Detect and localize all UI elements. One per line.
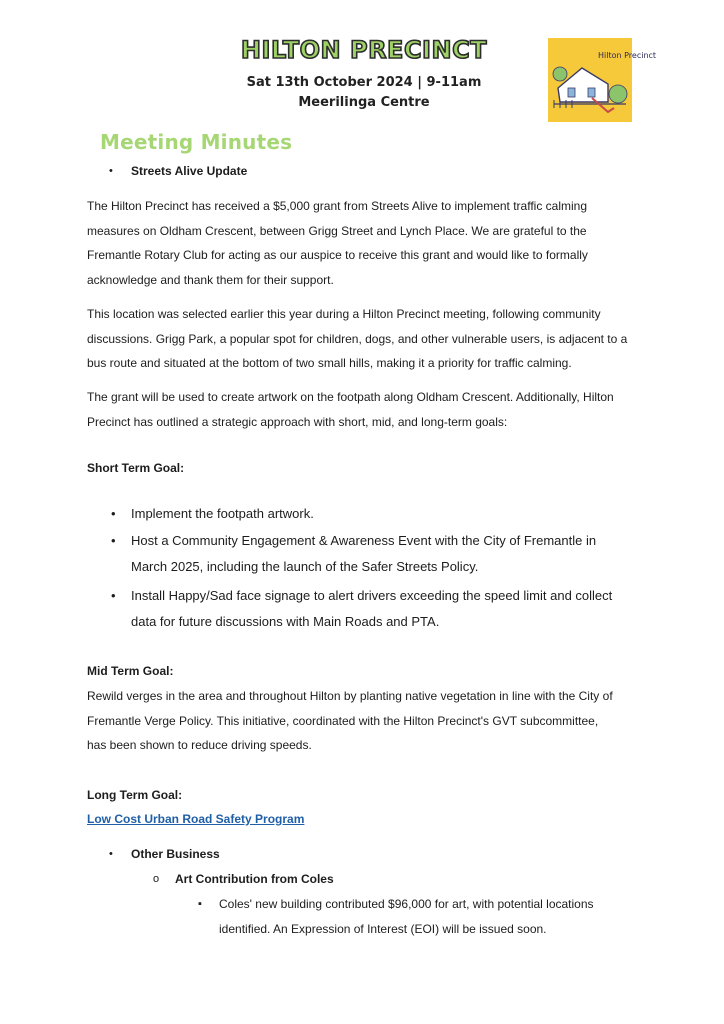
streets-alive-paragraph-1: The Hilton Precinct has received a $5,000 grant from Streets Alive to implement traffic calming measures on Oldham Crescent, between Grigg Street and Lynch Place. We are grateful to the Fremantle Rotary Club for acting as our auspice to receive this grant and would like to formally acknowledge and thank them for their support. — [87, 199, 588, 287]
meeting-venue: Meerilinga Centre — [298, 95, 430, 110]
bullet-square: ▪ — [198, 898, 202, 910]
bullet-disc: • — [109, 165, 113, 177]
logo-text: Hilton Precinct — [598, 51, 657, 60]
streets-alive-paragraph-3: The grant will be used to create artwork on the footpath along Oldham Crescent. Additionally, Hilton Precinct has outlined a strategic approach with short, mid, and long-term goals: — [87, 390, 614, 429]
page-title: HILTON PRECINCT — [240, 36, 488, 64]
bullet-circle: o — [153, 873, 160, 885]
section-heading-minutes: Meeting Minutes — [100, 130, 293, 154]
coles-contribution-item: Coles' new building contributed $96,000 for art, with potential locations identified. An Expression of Interest (EOI) will be issued soon. — [219, 897, 594, 936]
art-contribution-heading: Art Contribution from Coles — [175, 872, 334, 886]
bullet-disc: • — [109, 848, 113, 860]
other-business-heading: Other Business — [131, 847, 220, 861]
mid-term-heading: Mid Term Goal: — [87, 664, 174, 678]
bullet-disc: • — [111, 588, 116, 603]
mid-term-paragraph: Rewild verges in the area and throughout Hilton by planting native vegetation in line with the City of Fremantle Verge Policy. This initiative, coordinated with the Hilton Precinct's GVT subcommittee, has been shown to reduce driving speeds. — [87, 689, 613, 752]
meeting-date: Sat 13th October 2024 | 9-11am — [246, 75, 482, 90]
bullet-disc: • — [111, 506, 116, 521]
short-term-item-2: Host a Community Engagement & Awareness Event with the City of Fremantle in March 2025, including the launch of the Safer Streets Policy. — [131, 533, 597, 574]
long-term-heading: Long Term Goal: — [87, 788, 183, 802]
hilton-precinct-logo — [548, 38, 657, 122]
short-term-item-3: Install Happy/Sad face signage to alert drivers exceeding the speed limit and collect data for future discussions with Main Roads and PTA. — [131, 588, 613, 629]
streets-alive-paragraph-2: This location was selected earlier this year during a Hilton Precinct meeting, following community discussions. Grigg Park, a popular spot for children, dogs, and other vulnerable users, is adjacent to a bus route and situated at the bottom of two small hills, making it a priority for traffic calming. — [87, 307, 628, 370]
short-term-heading: Short Term Goal: — [87, 461, 185, 475]
bullet-disc: • — [111, 533, 116, 548]
streets-alive-heading: Streets Alive Update — [131, 164, 248, 178]
short-term-item-1: Implement the footpath artwork. — [131, 506, 314, 521]
road-safety-program-link[interactable]: Low Cost Urban Road Safety Program — [87, 812, 305, 826]
